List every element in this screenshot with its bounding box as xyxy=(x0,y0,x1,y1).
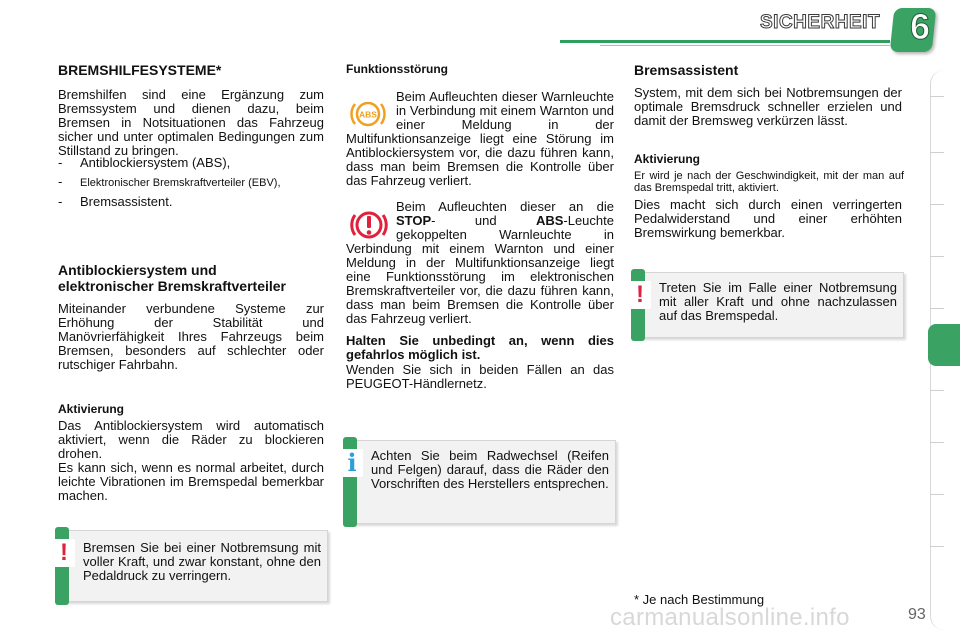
page-number: 93 xyxy=(908,606,926,623)
side-tab-divider xyxy=(930,256,944,257)
side-tab-divider xyxy=(930,390,944,391)
section-title-funktionsstoerung: Funktionsstörung xyxy=(346,62,448,76)
svg-text:ABS: ABS xyxy=(359,109,377,120)
side-tab-divider xyxy=(930,442,944,443)
warning-icon: ! xyxy=(53,539,75,567)
stop-instruction: Halten Sie unbedingt an, wenn dies gefahrlos möglich ist. xyxy=(346,333,614,362)
brake-assist-activation-title: Aktivierung xyxy=(634,152,701,166)
abs-fault-paragraph: Beim Aufleuchten dieser Warnleuchte in Verbindung mit einem Warnton und einer Meldung in der Multifunktionsanzeige liegt eine Störung im Antiblockiersystem vor, die dazu führen kann, dass man beim Bremsen die Kontrolle über das Fahrzeug verliert. xyxy=(346,89,614,188)
side-tab-active[interactable] xyxy=(928,324,960,366)
section-title-bremshilfesysteme: BREMSHILFESYSTEME* xyxy=(58,62,222,78)
side-tab-divider xyxy=(930,546,944,547)
info-note-wheel-change xyxy=(346,440,616,524)
activation-text-1: Das Antiblockiersystem wird automatisch aktiviert, wenn die Räder zu blockieren drohen. xyxy=(58,418,324,461)
footnote: * Je nach Bestimmung xyxy=(634,592,765,607)
chapter-title: SICHERHEIT xyxy=(760,12,881,33)
activation-title: Aktivierung xyxy=(58,402,125,416)
header-rule xyxy=(560,40,890,43)
list-item: - Elektronischer Bremskraftverteiler (EBV), xyxy=(58,174,281,189)
list-item: - Antiblockiersystem (ABS), xyxy=(58,155,231,170)
chapter-number: 6 xyxy=(909,6,931,47)
activation-text-2: Es kann sich, wenn es normal arbeitet, durch leichte Vibrationen im Bremspedal bemerkbar machen. xyxy=(58,460,324,503)
dealer-contact-text: Wenden Sie sich in beiden Fällen an das PEUGEOT-Händlernetz. xyxy=(346,362,614,391)
warning-note-brake-assist xyxy=(634,272,904,338)
ebv-fault-paragraph: Beim Aufleuchten dieser an die STOP- und ABS-Leuchte gekoppelten Warnleuchte in Verbindung mit einem Warnton und einer Meldung in der Multifunktionsanzeige liegt eine Funktionsstörung im elektronischen Bremskraftverteiler vor, die dazu führen kann, dass man beim Bremsen die Kontrolle über das Fahrzeug verliert. xyxy=(346,199,614,326)
section-title-abs: Antiblockiersystem und elektronischer Bremskraftverteiler xyxy=(58,262,287,294)
brake-assist-warning-text: Treten Sie im Falle einer Notbremsung mit aller Kraft und ohne nachzulassen auf das Bremspedal. xyxy=(659,280,897,323)
header-rule-light xyxy=(600,45,890,46)
systems-list xyxy=(58,156,328,214)
side-tab-divider xyxy=(930,494,944,495)
side-tab-divider xyxy=(930,204,944,205)
brake-assist-activation-text: Dies macht sich durch einen verringerten Pedalwiderstand und einer erhöhten Bremswirkung bemerkbar. xyxy=(634,197,902,240)
side-tab-divider xyxy=(930,152,944,153)
abs-description: Miteinander verbundene Systeme zur Erhöhung der Stabilität und Manövrierfähigkeit Ihres Fahrzeugs beim Bremsen, besonders auf schlechter oder rutschiger Fahrbahn. xyxy=(58,301,324,372)
watermark: carmanualsonline.info xyxy=(610,604,850,631)
intro-paragraph: Bremshilfen sind eine Ergänzung zum Bremssystem und dienen dazu, beim Bremsen in Notsituationen das Fahrzeug sicher und unter optimalen Bedingungen zum Stillstand zu bringen. xyxy=(58,87,324,158)
brake-assist-activation-note: Er wird je nach der Geschwindigkeit, mit der man auf das Bremspedal tritt, aktiviert. xyxy=(634,170,904,194)
side-tab-divider xyxy=(930,308,944,309)
info-icon: i xyxy=(341,449,363,477)
warning-note-text: Bremsen Sie bei einer Notbremsung mit voller Kraft, und zwar konstant, ohne den Pedaldruck zu verringern. xyxy=(83,540,321,583)
list-item: - Bremsassistent. xyxy=(58,194,173,209)
warning-note-emergency-braking xyxy=(58,530,328,602)
side-tab-divider xyxy=(930,96,944,97)
warning-icon: ! xyxy=(629,281,651,309)
section-title-bremsassistent: Bremsassistent xyxy=(634,62,739,78)
brake-assist-intro: System, mit dem sich bei Notbremsungen der optimale Bremsdruck schneller erzielen und damit der Bremsweg verkürzen lässt. xyxy=(634,85,902,128)
info-note-text: Achten Sie beim Radwechsel (Reifen und Felgen) darauf, dass die Räder den Vorschriften des Herstellers entsprechen. xyxy=(371,448,609,491)
